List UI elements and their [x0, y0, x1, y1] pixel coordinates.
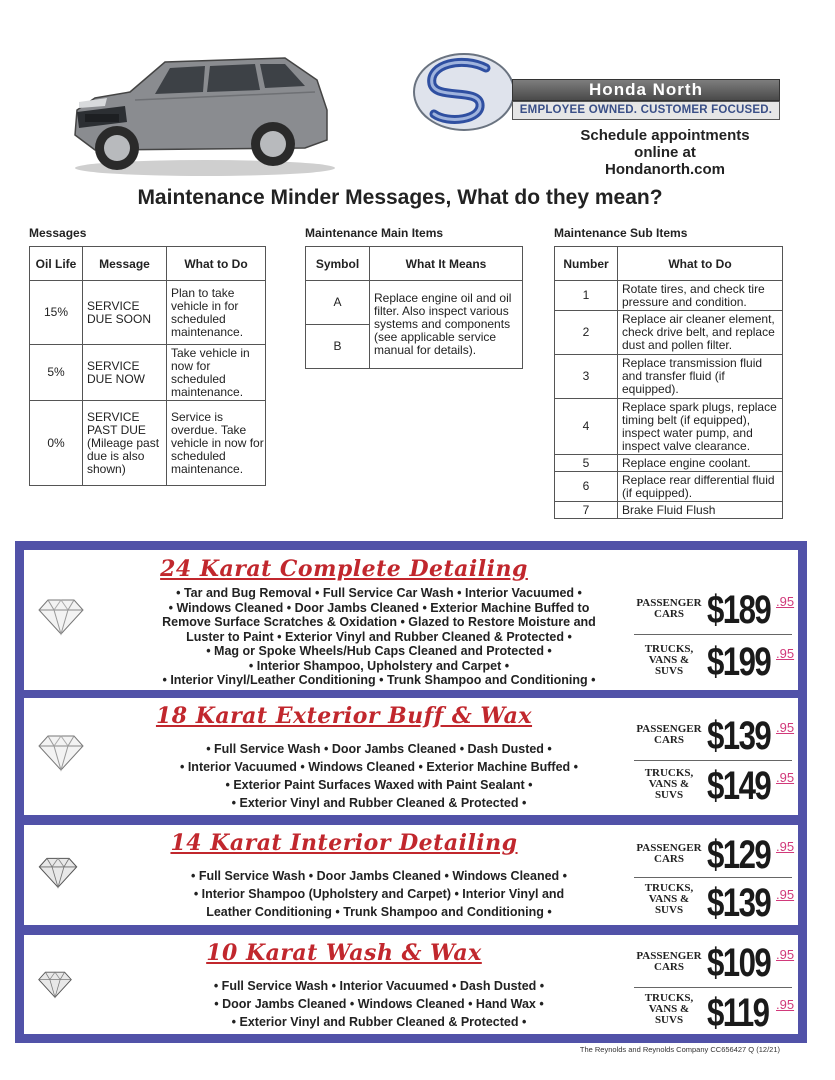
sub-items-table-label: Maintenance Sub Items	[554, 226, 688, 240]
oil-life-cell: 0%	[30, 401, 83, 486]
schedule-line: Schedule appointments	[580, 127, 750, 144]
todo-cell: Plan to take vehicle in for scheduled maintenance.	[167, 281, 266, 345]
price-label-line: CARS	[654, 734, 684, 746]
table-row	[555, 502, 783, 519]
passenger-cars-label	[629, 951, 709, 973]
price-divider	[634, 877, 792, 878]
package-description	[129, 977, 629, 1031]
detailing-packages-panel	[15, 541, 807, 1043]
package-description	[129, 867, 629, 921]
trucks-vans-suvs-label	[629, 883, 709, 916]
table-row	[30, 281, 266, 345]
table-row	[30, 345, 266, 401]
message-cell: SERVICE PAST DUE (Mileage past due is also shown)	[83, 401, 167, 486]
passenger-cars-label	[629, 598, 709, 620]
todo-cell: Replace air cleaner element, check drive belt, and replace dust and pollen filter.	[618, 311, 783, 355]
table-header-row	[555, 247, 783, 281]
todo-cell: Replace engine coolant.	[618, 455, 783, 472]
diamond-icon	[38, 596, 84, 636]
passenger-cars-label	[629, 843, 709, 865]
feature-line: Luster to Paint • Exterior Vinyl and Rubber Cleaned & Protected •	[186, 629, 572, 644]
package-title: 14 Karat Interior Detailing	[170, 830, 518, 856]
price-label-line: SUVS	[654, 789, 684, 801]
passenger-price-cents: .95	[776, 720, 795, 735]
price-label-line: VANS &	[648, 893, 690, 905]
oil-life-cell: 15%	[30, 281, 83, 345]
price-label-line: TRUCKS,	[644, 882, 694, 894]
truck-price-row	[629, 640, 799, 686]
truck-price: $199	[707, 640, 771, 684]
passenger-cars-label	[629, 724, 709, 746]
page-title: Maintenance Minder Messages, What do they mean?	[137, 186, 663, 209]
honda-north-s-logo	[408, 50, 520, 134]
messages-table	[29, 246, 266, 486]
message-cell: SERVICE DUE NOW	[83, 345, 167, 401]
feature-line: • Windows Cleaned • Door Jambs Cleaned • Exterior Machine Buffed to	[168, 600, 590, 615]
passenger-price-cents: .95	[776, 839, 795, 854]
main-items-table	[305, 246, 523, 369]
feature-line: • Mag or Spoke Wheels/Hub Caps Cleaned and Protected •	[206, 644, 552, 658]
feature-line: • Full Service Wash • Interior Vacuumed • Dash Dusted •	[213, 979, 545, 993]
price-label-line: TRUCKS,	[644, 767, 694, 779]
messages-table-label: Messages	[29, 226, 87, 240]
package-title: 18 Karat Exterior Buff & Wax	[155, 703, 533, 729]
truck-price-row	[629, 991, 799, 1037]
price-label-line: SUVS	[654, 1014, 684, 1026]
diamond-icon	[38, 969, 72, 999]
feature-line: • Interior Shampoo, Upholstery and Carpet •	[248, 658, 510, 673]
todo-cell: Replace rear differential fluid (if equipped).	[618, 472, 783, 502]
dealer-name: Honda North	[589, 80, 703, 99]
package-title: 10 Karat Wash & Wax	[206, 940, 482, 966]
diamond-icon	[38, 855, 78, 889]
feature-line: Remove Surface Scratches & Oxidation • Glazed to Restore Moisture and	[162, 615, 596, 629]
table-row	[555, 311, 783, 355]
table-header-row	[306, 247, 523, 281]
sub-items-table	[554, 246, 783, 519]
package-description	[129, 586, 629, 688]
feature-line: • Exterior Paint Surfaces Waxed with Paint Sealant •	[225, 778, 533, 792]
passenger-price: $129	[707, 833, 771, 877]
table-row	[555, 399, 783, 455]
truck-price-cents: .95	[776, 997, 795, 1012]
price-label-line: PASSENGER	[636, 950, 702, 962]
table-row	[555, 455, 783, 472]
price-label-line: TRUCKS,	[644, 992, 694, 1004]
todo-cell: Replace spark plugs, replace timing belt (if equipped), inspect water pump, and inspect valve clearance.	[618, 399, 783, 455]
package-18-karat	[24, 698, 798, 815]
price-divider	[634, 760, 792, 761]
truck-price: $149	[707, 764, 771, 808]
feature-line: • Tar and Bug Removal • Full Service Car Wash • Interior Vacuumed •	[176, 586, 582, 600]
number-cell: 4	[555, 399, 618, 455]
table-row	[306, 281, 523, 325]
table-row	[555, 281, 783, 311]
oil-life-cell: 5%	[30, 345, 83, 401]
passenger-price: $189	[707, 588, 771, 632]
col-header: What It Means	[370, 247, 523, 281]
price-divider	[634, 987, 792, 988]
diamond-icon	[38, 732, 84, 772]
table-row	[555, 355, 783, 399]
trucks-vans-suvs-label	[629, 644, 709, 677]
passenger-price: $139	[707, 714, 771, 758]
price-label-line: CARS	[654, 608, 684, 620]
price-label-line: TRUCKS,	[644, 643, 694, 655]
main-items-table-label: Maintenance Main Items	[305, 226, 444, 240]
price-label-line: SUVS	[654, 665, 684, 677]
dealer-tagline: EMPLOYEE OWNED. CUSTOMER FOCUSED.	[519, 104, 773, 116]
feature-line: • Door Jambs Cleaned • Windows Cleaned • Hand Wax •	[214, 997, 544, 1011]
table-row	[555, 472, 783, 502]
schedule-online-note	[540, 127, 790, 178]
price-label-line: PASSENGER	[636, 597, 702, 609]
passenger-price-row	[629, 714, 799, 760]
col-header: What to Do	[618, 247, 783, 281]
col-header: What to Do	[167, 247, 266, 281]
price-label-line: PASSENGER	[636, 723, 702, 735]
feature-line: • Exterior Vinyl and Rubber Cleaned & Protected •	[231, 1015, 527, 1029]
number-cell: 5	[555, 455, 618, 472]
price-label-line: PASSENGER	[636, 842, 702, 854]
package-title: 24 Karat Complete Detailing	[160, 556, 528, 582]
truck-price-row	[629, 881, 799, 927]
number-cell: 6	[555, 472, 618, 502]
price-label-line: CARS	[654, 961, 684, 973]
passenger-price-cents: .95	[776, 594, 795, 609]
website-link[interactable]: Hondanorth.com	[605, 161, 725, 178]
package-14-karat	[24, 825, 798, 925]
price-label-line: VANS &	[648, 778, 690, 790]
col-header: Symbol	[306, 247, 370, 281]
feature-line: • Interior Shampoo (Upholstery and Carpet) • Interior Vinyl and	[193, 887, 565, 901]
todo-cell: Brake Fluid Flush	[618, 502, 783, 519]
feature-line: • Interior Vinyl/Leather Conditioning • Trunk Shampoo and Conditioning •	[162, 673, 596, 687]
table-header-row	[30, 247, 266, 281]
symbol-cell: B	[306, 325, 370, 369]
suv-car-image	[55, 40, 340, 180]
passenger-price-cents: .95	[776, 947, 795, 962]
col-header: Number	[555, 247, 618, 281]
price-label-line: VANS &	[648, 654, 690, 666]
package-description	[129, 740, 629, 812]
col-header: Oil Life	[30, 247, 83, 281]
feature-line: • Exterior Vinyl and Rubber Cleaned & Protected •	[231, 796, 527, 810]
todo-cell: Rotate tires, and check tire pressure and condition.	[618, 281, 783, 311]
trucks-vans-suvs-label	[629, 993, 709, 1026]
truck-price-row	[629, 764, 799, 810]
feature-line: • Interior Vacuumed • Windows Cleaned • Exterior Machine Buffed •	[179, 760, 579, 774]
col-header: Message	[83, 247, 167, 281]
price-label-line: VANS &	[648, 1003, 690, 1015]
todo-cell: Service is overdue. Take vehicle in now for scheduled maintenance.	[167, 401, 266, 486]
passenger-price-row	[629, 833, 799, 879]
truck-price: $139	[707, 881, 771, 925]
price-label-line: CARS	[654, 853, 684, 865]
todo-cell: Take vehicle in now for scheduled maintenance.	[167, 345, 266, 401]
feature-line: Leather Conditioning • Trunk Shampoo and Conditioning •	[206, 905, 552, 919]
passenger-price: $109	[707, 941, 771, 985]
table-row	[30, 401, 266, 486]
truck-price-cents: .95	[776, 646, 795, 661]
feature-line: • Full Service Wash • Door Jambs Cleaned • Windows Cleaned •	[190, 869, 568, 883]
number-cell: 2	[555, 311, 618, 355]
message-cell: SERVICE DUE SOON	[83, 281, 167, 345]
number-cell: 7	[555, 502, 618, 519]
price-label-line: SUVS	[654, 904, 684, 916]
number-cell: 3	[555, 355, 618, 399]
passenger-price-row	[629, 588, 799, 634]
passenger-price-row	[629, 941, 799, 987]
feature-line: • Full Service Wash • Door Jambs Cleaned • Dash Dusted •	[206, 742, 552, 756]
symbol-cell: A	[306, 281, 370, 325]
package-24-karat	[24, 550, 798, 690]
number-cell: 1	[555, 281, 618, 311]
price-divider	[634, 634, 792, 635]
truck-price-cents: .95	[776, 770, 795, 785]
truck-price-cents: .95	[776, 887, 795, 902]
schedule-line: online at	[634, 144, 696, 161]
todo-cell: Replace transmission fluid and transfer fluid (if equipped).	[618, 355, 783, 399]
trucks-vans-suvs-label	[629, 768, 709, 801]
footer-print-code: The Reynolds and Reynolds Company CC656427 Q (12/21)	[579, 1045, 780, 1054]
package-10-karat	[24, 935, 798, 1034]
truck-price: $119	[707, 991, 769, 1035]
meaning-cell: Replace engine oil and oil filter. Also inspect various systems and components (see applicable service manual for details).	[370, 281, 523, 369]
